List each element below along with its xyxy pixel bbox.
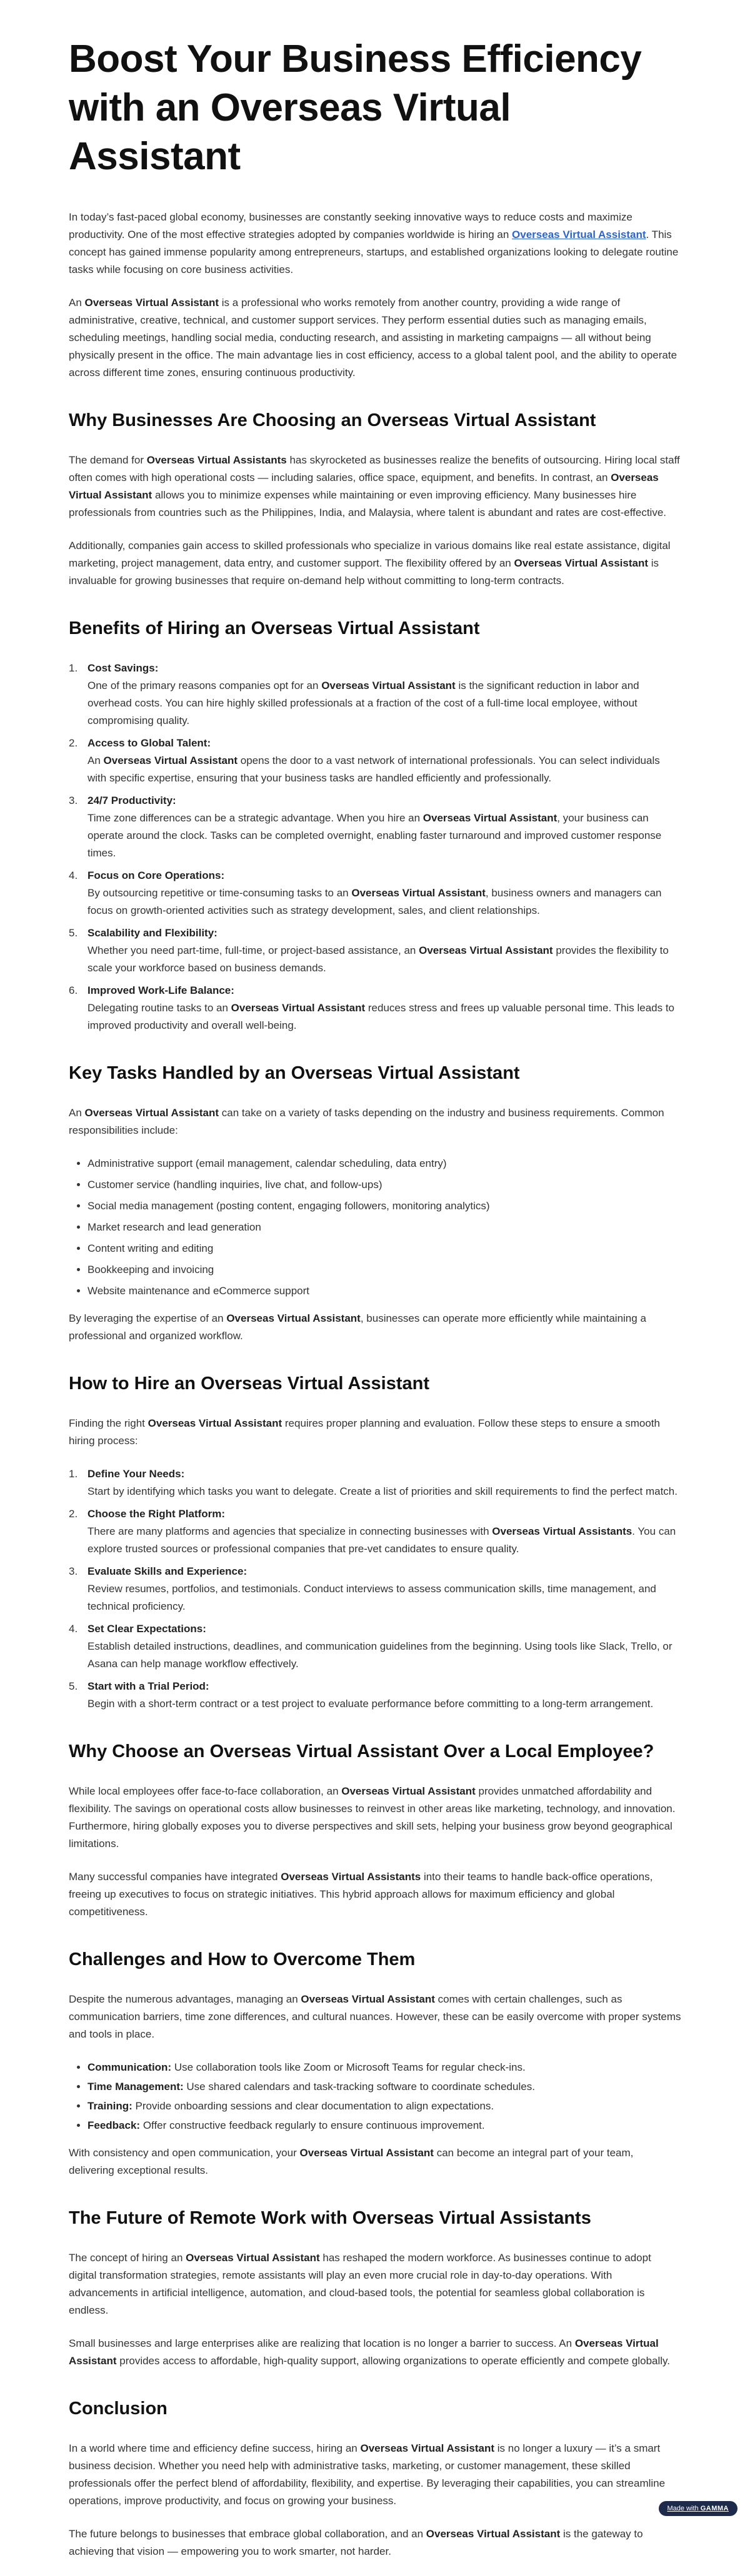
keyword: Overseas Virtual Assistant [321,680,456,691]
text: An [69,1107,85,1119]
list-item: • Content writing and editing [88,1240,681,1257]
keyword: Overseas Virtual Assistant [426,2528,561,2540]
list-number: 4. [69,1623,78,1635]
text: Delegating routine tasks to an [88,1002,231,1014]
text: requires proper planning and evaluation. Follow these steps to ensure a smooth hiring process: [69,1417,660,1447]
keyword: Overseas Virtual Assistant [84,297,219,309]
benefit-title: Cost Savings: [88,662,159,674]
benefit-title: Access to Global Talent: [88,737,211,749]
overseas-virtual-assistant-link[interactable]: Overseas Virtual Assistant [512,229,646,240]
benefit-item [69,924,681,977]
text: Additionally, companies gain access to skilled professionals who specialize in various domains like real estate assistance, digital marketing, project management, data entry, and customer support. The flexibility offered by an [69,540,671,569]
keyword: Overseas Virtual Assistant [514,557,649,569]
text: By leveraging the expertise of an [69,1312,227,1324]
conclusion-paragraph-1 [69,2440,681,2510]
benefit-title: Scalability and Flexibility: [88,927,218,939]
section-heading-challenges: Challenges and How to Overcome Them [69,1949,416,1969]
challenges-list [69,2059,681,2134]
list-number: 1. [69,1468,78,1480]
list-item [88,2098,681,2115]
keyword: Overseas Virtual Assistant [341,1785,476,1797]
item-label: Communication: [88,2061,172,2073]
text: , your business can operate around the clock. Tasks can be completed overnight, enabling faster turnaround and improved customer response times. [88,812,662,859]
section-heading-future: The Future of Remote Work with Overseas Virtual Assistants [69,2208,591,2228]
text: Start by identifying which tasks you want to delegate. Create a list of priorities and skill requirements to find the perfect match. [88,1485,678,1497]
text: Whether you need part-time, full-time, or project-based assistance, an [88,944,419,956]
text: provides the flexibility to scale your workforce based on business demands. [88,944,669,974]
benefit-title: Focus on Core Operations: [88,869,225,881]
future-paragraph-2 [69,2335,681,2370]
list-item: • Administrative support (email management, calendar scheduling, data entry) [88,1155,681,1172]
keyword: Overseas Virtual Assistant [351,887,486,899]
keyword: Overseas Virtual Assistant [148,1417,282,1429]
hire-step [69,1563,681,1615]
text: has skyrocketed as businesses realize the benefits of outsourcing. Hiring local staff often comes with high operational costs — including salaries, office space, equipment, and benefits. In contrast, an [69,454,680,483]
article [69,35,681,2576]
list-item: • Website maintenance and eCommerce support [88,1282,681,1300]
item-label: Feedback: [88,2119,141,2131]
section-heading-why: Why Businesses Are Choosing an Overseas Virtual Assistant [69,410,596,430]
keyword: Overseas Virtual Assistants [492,1525,632,1537]
keyword: Overseas Virtual Assistant [231,1002,366,1014]
text: Use collaboration tools like Zoom or Microsoft Teams for regular check-ins. [171,2061,526,2073]
text: While local employees offer face-to-face collaboration, an [69,1785,342,1797]
text: Time zone differences can be a strategic advantage. When you hire an [88,812,423,824]
text: is invaluable for growing businesses that require on-demand help without committing to long-term contracts. [69,557,659,587]
tasks-list [69,1155,681,1300]
benefit-title: 24/7 Productivity: [88,795,176,806]
text: There are many platforms and agencies that specialize in connecting businesses with [88,1525,492,1537]
keyword: Overseas Virtual Assistant [226,1312,361,1324]
text: opens the door to a vast network of international professionals. You can select individuals with specific expertise, ensuring that your business tasks are handled efficiently and professionally. [88,755,660,784]
list-item [88,2059,681,2076]
step-title: Define Your Needs: [88,1468,185,1480]
text: is no longer a luxury — it’s a smart business decision. Whether you need help with administrative tasks, marketing, or customer management, these skilled professionals offer the perfect blend of affordability, flexibility, and expertise. By leveraging their capabilities, you can streamline operations, improve productivity, and focus on growing your business. [69,2442,666,2507]
benefit-item [69,867,681,919]
text: One of the primary reasons companies opt for an [88,680,322,691]
list-number: 2. [69,737,78,749]
hire-step [69,1465,681,1500]
keyword: Overseas Virtual Assistant [186,2252,320,2264]
benefit-item [69,735,681,787]
intro-paragraph-2 [69,294,681,382]
hire-step [69,1505,681,1558]
text: can become an integral part of your team, delivering exceptional results. [69,2147,634,2176]
future-paragraph-1 [69,2249,681,2319]
why-paragraph-1 [69,452,681,522]
text: Offer constructive feedback regularly to ensure continuous improvement. [140,2119,485,2131]
step-title: Evaluate Skills and Experience: [88,1565,248,1577]
list-item: • Social media management (posting content, engaging followers, monitoring analytics) [88,1197,681,1215]
keyword: Overseas Virtual Assistant [69,472,659,501]
keyword: Overseas Virtual Assistant [360,2442,495,2454]
keyword: Overseas Virtual Assistants [281,1871,421,1883]
section-heading-conclusion: Conclusion [69,2399,168,2419]
section-heading-hire: How to Hire an Overseas Virtual Assistant [69,1374,429,1394]
list-number: 1. [69,662,78,674]
text: reduces stress and frees up valuable personal time. This leads to improved productivity and overall well-being. [88,1002,675,1031]
text: is a professional who works remotely from another country, providing a wide range of administrative, creative, technical, and customer support services. They perform essential duties such as managing emails, scheduling meetings, handling social media, conducting research, and assisting in marketing campaigns — all without being physically present in the office. The main advantage lies in cost efficiency, access to a global talent pool, and the ability to operate across different time zones, ensuring continuous productivity. [69,297,678,379]
hire-step [69,1678,681,1713]
list-number: 5. [69,927,78,939]
text: With consistency and open communication, your [69,2147,300,2159]
list-number: 5. [69,1680,78,1692]
step-title: Start with a Trial Period: [88,1680,209,1692]
text: The future belongs to businesses that embrace global collaboration, and an [69,2528,426,2540]
list-number: 3. [69,795,78,806]
text: Despite the numerous advantages, managing an [69,1993,301,2005]
challenges-outro [69,2144,681,2179]
text: , business owners and managers can focus on growth-oriented activities such as strategy development, sales, and client relationships. [88,887,662,916]
section-heading-tasks: Key Tasks Handled by an Overseas Virtual Assistant [69,1063,520,1083]
list-number: 3. [69,1565,78,1577]
text: is the gateway to achieving that vision — empowering you to work smarter, not harder. [69,2528,643,2557]
text: provides unmatched affordability and flexibility. The savings on operational costs allow businesses to reinvest in other areas like marketing, technology, and innovation. Furthermore, hiring globally exposes you to diverse perspectives and skill sets, helping your business grow beyond geographical limitations. [69,1785,676,1850]
text: Finding the right [69,1417,148,1429]
keyword: Overseas Virtual Assistant [84,1107,219,1119]
benefits-list [69,660,681,1034]
text: An [88,755,104,766]
keyword: Overseas Virtual Assistant [103,755,238,766]
text: . You can explore trusted sources or professional companies that pre-vet candidates to ensure quality. [88,1525,676,1555]
list-item [88,2117,681,2134]
list-number: 4. [69,869,78,881]
keyword: Overseas Virtual Assistants [146,454,287,466]
hire-intro [69,1415,681,1450]
hire-step [69,1620,681,1673]
text: comes with certain challenges, such as communication barriers, time zone differences, and cultural nuances. However, these can be easily overcome with proper systems and tools in place. [69,1993,681,2040]
item-label: Training: [88,2100,132,2112]
benefit-item [69,982,681,1034]
text: Small businesses and large enterprises alike are realizing that location is no longer a barrier to success. An [69,2337,575,2349]
text: By outsourcing repetitive or time-consuming tasks to an [88,887,352,899]
text: In a world where time and efficiency define success, hiring an [69,2442,361,2454]
text: , businesses can operate more efficiently while maintaining a professional and organized workflow. [69,1312,646,1342]
text: Provide onboarding sessions and clear documentation to align expectations. [132,2100,494,2112]
section-heading-benefits: Benefits of Hiring an Overseas Virtual Assistant [69,618,480,638]
benefit-item [69,660,681,730]
tasks-intro [69,1104,681,1139]
keyword: Overseas Virtual Assistant [422,812,558,824]
choose-paragraph-1 [69,1783,681,1853]
text: In today’s fast-paced global economy, businesses are constantly seeking innovative ways to reduce costs and maximize productivity. One of the most effective strategies adopted by companies worldwide is hiring an [69,211,632,240]
text: Review resumes, portfolios, and testimonials. Conduct interviews to assess communication skills, time management, and technical proficiency. [88,1583,656,1612]
text: into their teams to handle back-office operations, freeing up executives to focus on strategic initiatives. This hybrid approach allows for maximum efficiency and global competitiveness. [69,1871,653,1918]
step-title: Choose the Right Platform: [88,1508,226,1520]
list-item: • Bookkeeping and invoicing [88,1261,681,1279]
section-heading-choose: Why Choose an Overseas Virtual Assistant Over a Local Employee? [69,1741,654,1761]
item-label: Time Management: [88,2081,184,2093]
badge-prefix: Made with [667,2505,699,2512]
made-with-gamma-badge[interactable] [659,2501,738,2516]
list-item [88,2078,681,2096]
challenges-intro [69,1991,681,2043]
text: The demand for [69,454,147,466]
choose-paragraph-2 [69,1868,681,1921]
keyword: Overseas Virtual Assistant [69,2337,659,2367]
text: . This concept has gained immense popularity among entrepreneurs, startups, and established organizations looking to delegate routine tasks while focusing on core business activities. [69,229,679,275]
text: An [69,297,85,309]
keyword: Overseas Virtual Assistant [301,1993,435,2005]
list-number: 6. [69,984,78,996]
text: is the significant reduction in labor and overhead costs. You can hire highly skilled professionals at a fraction of the cost of a full-time local employee, without compromising quality. [88,680,639,726]
gamma-logo-text: GAMMA [700,2505,729,2512]
text: provides access to affordable, high-quality support, allowing organizations to operate efficiently and compete globally. [116,2355,671,2367]
step-title: Set Clear Expectations: [88,1623,206,1635]
list-item: • Market research and lead generation [88,1219,681,1236]
text: Establish detailed instructions, deadlines, and communication guidelines from the beginning. Using tools like Slack, Trello, or Asana can help manage workflow effectively. [88,1640,672,1670]
benefit-title: Improved Work-Life Balance: [88,984,234,996]
text: The concept of hiring an [69,2252,186,2264]
intro-paragraph-1 [69,209,681,279]
keyword: Overseas Virtual Assistant [299,2147,434,2159]
list-number: 2. [69,1508,78,1520]
benefit-item [69,792,681,862]
text: has reshaped the modern workforce. As businesses continue to adopt digital transformation strategies, remote assistants will play an even more crucial role in day-to-day operations. With advancements in artificial intelligence, automation, and cloud-based tools, the potential for seamless global collaboration is endless. [69,2252,651,2316]
conclusion-paragraph-2 [69,2525,681,2560]
page-title: Boost Your Business Efficiency with an Overseas Virtual Assistant [69,37,642,178]
why-paragraph-2 [69,537,681,590]
list-item: • Customer service (handling inquiries, live chat, and follow-ups) [88,1176,681,1194]
text: Use shared calendars and task-tracking software to coordinate schedules. [183,2081,535,2093]
text: can take on a variety of tasks depending on the industry and business requirements. Common responsibilities include: [69,1107,664,1136]
tasks-outro [69,1310,681,1345]
hire-steps-list [69,1465,681,1713]
keyword: Overseas Virtual Assistant [419,944,553,956]
text: Many successful companies have integrated [69,1871,281,1883]
text: allows you to minimize expenses while maintaining or even improving efficiency. Many businesses hire professionals from countries such as the Philippines, India, and Malaysia, where talent is abundant and rates are cost-effective. [69,489,666,518]
text: Begin with a short-term contract or a test project to evaluate performance before committing to a long-term arrangement. [88,1698,654,1710]
